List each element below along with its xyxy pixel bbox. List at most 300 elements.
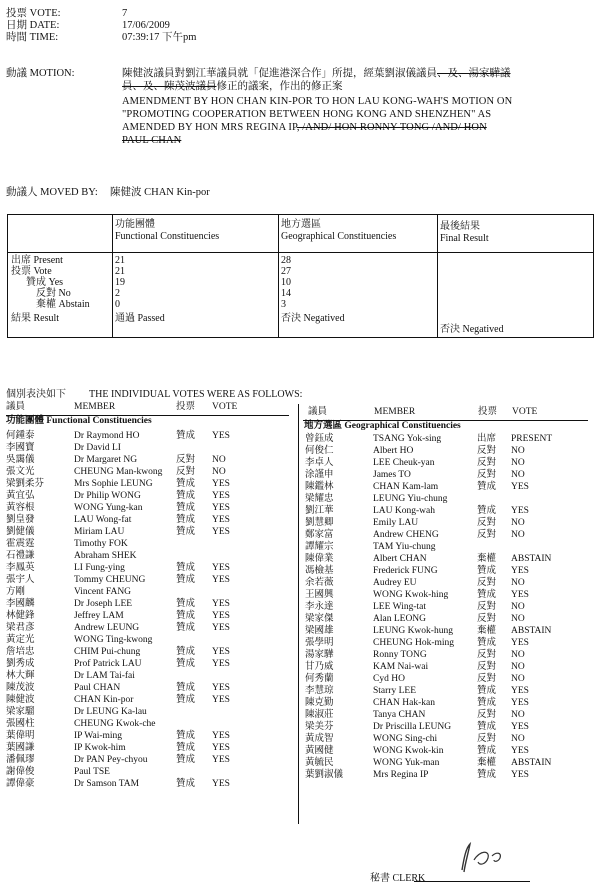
vote-en: NO — [511, 518, 525, 528]
gc-col-member-zh: 議員 — [308, 407, 328, 417]
vote-en: NO — [511, 650, 525, 660]
member-name-zh: 黃毓民 — [305, 758, 334, 768]
result-row-gc: 28 — [281, 255, 291, 266]
vote-row — [305, 673, 595, 685]
vote-row — [6, 538, 296, 550]
vote-zh: 贊成 — [477, 698, 497, 708]
vote-en: NO — [511, 458, 525, 468]
vote-row — [6, 466, 296, 478]
member-name-en: CHAN Hak-kan — [373, 698, 436, 708]
vote-zh: 贊成 — [176, 743, 196, 753]
member-name-zh: 霍震霆 — [6, 539, 35, 549]
vote-zh: 贊成 — [477, 770, 497, 780]
vote-en: NO — [511, 470, 525, 480]
date-label: 日期 DATE: — [6, 20, 60, 31]
member-name-en: TAM Yiu-chung — [373, 542, 436, 552]
member-name-en: Andrew CHENG — [373, 530, 439, 540]
member-name-zh: 陳淑莊 — [305, 710, 334, 720]
member-name-zh: 劉健儀 — [6, 527, 35, 537]
vote-en: YES — [212, 575, 230, 585]
member-name-en: Dr Philip WONG — [74, 491, 141, 501]
result-row-fc: 通過 Passed — [115, 313, 165, 324]
result-row-fc: 2 — [115, 288, 120, 299]
vote-en: YES — [212, 611, 230, 621]
vote-number-value: 7 — [122, 8, 128, 19]
vote-en: YES — [212, 659, 230, 669]
member-name-zh: 甘乃威 — [305, 662, 334, 672]
vote-row — [6, 586, 296, 598]
member-name-zh: 梁劉柔芬 — [6, 479, 45, 489]
motion-en-line3 — [122, 121, 487, 134]
gc-col-vote-zh: 投票 — [478, 407, 498, 417]
member-name-en: IP Wai-ming — [74, 731, 123, 741]
member-name-zh: 譚耀宗 — [305, 542, 334, 552]
vote-en: YES — [212, 479, 230, 489]
vote-en: YES — [511, 746, 529, 756]
vote-en: YES — [212, 755, 230, 765]
vote-row — [6, 718, 296, 730]
vote-zh: 反對 — [477, 662, 497, 672]
vote-en: YES — [511, 590, 529, 600]
vote-row — [6, 490, 296, 502]
result-row-fc: 19 — [115, 277, 125, 288]
result-row-label: 結果 Result — [11, 313, 60, 324]
vote-en: YES — [212, 431, 230, 441]
result-row-fc: 21 — [115, 266, 125, 277]
result-row-label: 贊成 Yes — [26, 277, 64, 288]
member-name-en: Paul TSE — [74, 767, 110, 777]
member-name-zh: 方剛 — [6, 587, 26, 597]
member-name-zh: 詹培忠 — [6, 647, 35, 657]
vote-en: YES — [212, 491, 230, 501]
vote-zh: 贊成 — [176, 563, 196, 573]
member-name-en: CHAN Kin-por — [74, 695, 134, 705]
vote-en: YES — [212, 623, 230, 633]
vote-zh: 贊成 — [477, 638, 497, 648]
vote-row — [6, 454, 296, 466]
vote-zh: 反對 — [477, 674, 497, 684]
member-name-en: Jeffrey LAM — [74, 611, 124, 621]
vote-en: YES — [212, 515, 230, 525]
mover-name: 陳健波 CHAN Kin-por — [110, 187, 210, 198]
vote-en: YES — [511, 566, 529, 576]
member-name-en: Tommy CHEUNG — [74, 575, 146, 585]
member-name-zh: 梁國雄 — [305, 626, 334, 636]
vote-zh: 反對 — [477, 602, 497, 612]
time-value: 07:39:17 下午pm — [122, 32, 197, 43]
member-name-en: Andrew LEUNG — [74, 623, 140, 633]
motion-zh-line2 — [122, 80, 343, 93]
member-name-en: Dr LEUNG Ka-lau — [74, 707, 147, 717]
gc-section-title: 地方選區 Geographical Constituencies — [304, 421, 461, 431]
member-name-en: Albert CHAN — [373, 554, 427, 564]
result-row-label: 投票 Vote — [11, 266, 52, 277]
vote-zh: 贊成 — [477, 566, 497, 576]
vote-en: NO — [511, 614, 525, 624]
vote-row — [6, 526, 296, 538]
member-name-zh: 李鳳英 — [6, 563, 35, 573]
mover-label: 動議人 MOVED BY: — [6, 187, 98, 198]
vote-zh: 棄權 — [477, 554, 497, 564]
member-name-zh: 黃定光 — [6, 635, 35, 645]
member-name-en: LI Fung-ying — [74, 563, 125, 573]
fc-col-member-zh: 議員 — [6, 402, 26, 412]
member-name-zh: 何俊仁 — [305, 446, 334, 456]
vote-number-label: 投票 VOTE: — [6, 8, 61, 19]
member-name-en: Audrey EU — [373, 578, 417, 588]
gc-vote-list — [305, 433, 595, 781]
motion-zh-line1-struck: 、及、湯家驊議 — [437, 68, 511, 79]
member-name-en: LEUNG Kwok-hung — [373, 626, 453, 636]
motion-en-line1: AMENDMENT BY HON CHAN KIN-POR TO HON LAU KONG-WAH'S MOTION ON — [122, 96, 513, 107]
member-name-zh: 馮檢基 — [305, 566, 334, 576]
member-name-en: Dr Joseph LEE — [74, 599, 133, 609]
member-name-en: KAM Nai-wai — [373, 662, 429, 672]
vote-zh: 贊成 — [477, 722, 497, 732]
vote-zh: 贊成 — [477, 686, 497, 696]
result-row-label: 出席 Present — [11, 255, 63, 266]
vote-row — [305, 661, 595, 673]
vote-row — [6, 550, 296, 562]
member-name-zh: 陳克勤 — [305, 698, 334, 708]
vote-zh: 贊成 — [477, 746, 497, 756]
member-name-zh: 葉國謙 — [6, 743, 35, 753]
vote-row — [6, 598, 296, 610]
member-name-en: Dr Raymond HO — [74, 431, 140, 441]
member-name-zh: 黃容根 — [6, 503, 35, 513]
member-name-zh: 黃國健 — [305, 746, 334, 756]
member-name-zh: 李卓人 — [305, 458, 334, 468]
vote-en: NO — [511, 446, 525, 456]
vote-zh: 贊成 — [176, 695, 196, 705]
gc-header-zh: 地方選區 — [281, 219, 321, 230]
vote-zh: 贊成 — [176, 731, 196, 741]
member-name-en: WONG Kwok-hing — [373, 590, 449, 600]
member-name-zh: 余若薇 — [305, 578, 334, 588]
member-name-en: James TO — [373, 470, 411, 480]
vote-zh: 反對 — [176, 455, 196, 465]
vote-en: YES — [212, 743, 230, 753]
member-name-en: CHEUNG Hok-ming — [373, 638, 455, 648]
member-name-en: LAU Kong-wah — [373, 506, 436, 516]
vote-en: YES — [212, 731, 230, 741]
vote-row — [305, 697, 595, 709]
gc-col-vote-en: VOTE — [512, 407, 538, 417]
date-value: 17/06/2009 — [122, 20, 170, 31]
fc-header-en: Functional Constituencies — [115, 231, 220, 242]
member-name-zh: 石禮謙 — [6, 551, 35, 561]
vote-row — [305, 433, 595, 445]
member-name-en: Mrs Regina IP — [373, 770, 429, 780]
fc-col-vote-zh: 投票 — [176, 402, 196, 412]
vote-row — [305, 637, 595, 649]
result-row-gc: 10 — [281, 277, 291, 288]
member-name-en: Emily LAU — [373, 518, 419, 528]
vote-row — [305, 553, 595, 565]
member-name-zh: 葉劉淑儀 — [305, 770, 344, 780]
vote-en: YES — [212, 563, 230, 573]
member-name-en: Frederick FUNG — [373, 566, 438, 576]
motion-zh-line2-struck: 員、及、陳茂波議員 — [122, 81, 217, 92]
vote-row — [305, 601, 595, 613]
vote-row — [305, 517, 595, 529]
member-name-en: LAU Wong-fat — [74, 515, 132, 525]
time-label: 時間 TIME: — [6, 32, 59, 43]
member-name-zh: 梁家騮 — [6, 707, 35, 717]
vote-row — [305, 769, 595, 781]
vote-row — [305, 529, 595, 541]
fc-section-title: 功能團體 Functional Constituencies — [6, 416, 152, 426]
vote-zh: 贊成 — [176, 431, 196, 441]
fc-col-member-en: MEMBER — [74, 402, 116, 412]
vote-zh: 反對 — [477, 446, 497, 456]
vote-en: YES — [511, 770, 529, 780]
vote-en: NO — [511, 710, 525, 720]
vote-zh: 反對 — [477, 614, 497, 624]
vote-en: YES — [511, 482, 529, 492]
vote-row — [6, 562, 296, 574]
vote-zh: 反對 — [477, 470, 497, 480]
member-name-en: Paul CHAN — [74, 683, 121, 693]
vote-row — [305, 649, 595, 661]
vote-row — [6, 646, 296, 658]
final-result-value: 否決 Negatived — [440, 324, 504, 335]
vote-zh: 贊成 — [477, 506, 497, 516]
member-name-zh: 陳健波 — [6, 695, 35, 705]
member-name-en: TSANG Yok-sing — [373, 434, 442, 444]
vote-row — [6, 742, 296, 754]
vote-zh: 出席 — [477, 434, 497, 444]
result-row-label: 反對 No — [36, 288, 71, 299]
member-name-zh: 張國柱 — [6, 719, 35, 729]
vote-zh: 贊成 — [176, 611, 196, 621]
vote-zh: 反對 — [477, 518, 497, 528]
vote-row — [305, 577, 595, 589]
vote-row — [305, 565, 595, 577]
vote-en: NO — [212, 467, 226, 477]
member-name-en: Tanya CHAN — [373, 710, 426, 720]
motion-en-line2: "PROMOTING COOPERATION BETWEEN HONG KONG AND SHENZHEN" AS — [122, 109, 492, 120]
member-name-zh: 劉秀成 — [6, 659, 35, 669]
vote-row — [6, 502, 296, 514]
member-name-en: CHAN Kam-lam — [373, 482, 439, 492]
column-divider — [298, 404, 299, 824]
result-row-gc: 3 — [281, 299, 286, 310]
votes-intro — [6, 385, 302, 400]
vote-row — [6, 622, 296, 634]
vote-en: YES — [511, 698, 529, 708]
result-row-fc: 0 — [115, 299, 120, 310]
member-name-en: Abraham SHEK — [74, 551, 137, 561]
vote-zh: 棄權 — [477, 758, 497, 768]
member-name-zh: 陳鑑林 — [305, 482, 334, 492]
vote-zh: 棄權 — [477, 626, 497, 636]
fc-col-vote-en: VOTE — [212, 402, 238, 412]
vote-zh: 反對 — [477, 734, 497, 744]
result-row-gc: 27 — [281, 266, 291, 277]
motion-zh-line2-plain: 修正的議案，作出的修正案 — [216, 81, 343, 92]
vote-row — [305, 445, 595, 457]
member-name-zh: 陳偉業 — [305, 554, 334, 564]
member-name-zh: 王國興 — [305, 590, 334, 600]
vote-zh: 贊成 — [176, 527, 196, 537]
vote-en: YES — [511, 686, 529, 696]
vote-zh: 贊成 — [176, 683, 196, 693]
member-name-en: Ronny TONG — [373, 650, 427, 660]
member-name-en: Miriam LAU — [74, 527, 125, 537]
gc-col-member-en: MEMBER — [374, 407, 416, 417]
votes-intro-zh: 個別表決如下 — [6, 389, 66, 400]
member-name-zh: 梁君彥 — [6, 623, 35, 633]
vote-row — [6, 478, 296, 490]
member-name-zh: 謝偉俊 — [6, 767, 35, 777]
vote-row — [305, 457, 595, 469]
vote-zh: 贊成 — [176, 503, 196, 513]
vote-row — [305, 757, 595, 769]
member-name-zh: 李國寶 — [6, 443, 35, 453]
member-name-zh: 張宇人 — [6, 575, 35, 585]
vote-en: YES — [212, 647, 230, 657]
vote-en: NO — [511, 674, 525, 684]
vote-row — [305, 589, 595, 601]
motion-en-line3-struck: , /AND/ HON RONNY TONG /AND/ HON — [296, 122, 487, 133]
vote-zh: 贊成 — [477, 590, 497, 600]
vote-row — [6, 706, 296, 718]
vote-row — [6, 634, 296, 646]
vote-en: YES — [511, 506, 529, 516]
member-name-zh: 林大輝 — [6, 671, 35, 681]
member-name-zh: 林健鋒 — [6, 611, 35, 621]
vote-row — [6, 514, 296, 526]
gc-header-en: Geographical Constituencies — [281, 231, 397, 242]
result-row-gc: 14 — [281, 288, 291, 299]
result-row-label: 棄權 Abstain — [36, 299, 90, 310]
results-table — [7, 214, 594, 338]
member-name-en: LEE Cheuk-yan — [373, 458, 435, 468]
final-header-zh: 最後結果 — [440, 221, 480, 232]
member-name-en: Starry LEE — [373, 686, 417, 696]
vote-row — [6, 610, 296, 622]
vote-row — [305, 721, 595, 733]
member-name-zh: 黃宜弘 — [6, 491, 35, 501]
member-name-zh: 潘佩璆 — [6, 755, 35, 765]
vote-en: NO — [511, 734, 525, 744]
member-name-en: Alan LEONG — [373, 614, 427, 624]
clerk-signature — [450, 840, 520, 882]
vote-row — [305, 745, 595, 757]
vote-en: YES — [212, 695, 230, 705]
member-name-zh: 李慧琼 — [305, 686, 334, 696]
member-name-en: Vincent FANG — [74, 587, 132, 597]
member-name-zh: 何秀蘭 — [305, 674, 334, 684]
vote-row — [6, 658, 296, 670]
clerk-signature-line — [414, 881, 530, 882]
member-name-en: CHEUNG Man-kwong — [74, 467, 163, 477]
vote-row — [305, 625, 595, 637]
vote-row — [6, 754, 296, 766]
vote-zh: 反對 — [477, 710, 497, 720]
final-header-en: Final Result — [440, 233, 489, 244]
vote-zh: 反對 — [477, 650, 497, 660]
vote-row — [305, 613, 595, 625]
member-name-zh: 黃成智 — [305, 734, 334, 744]
member-name-en: Dr Samson TAM — [74, 779, 140, 789]
member-name-zh: 吳靄儀 — [6, 455, 35, 465]
member-name-en: WONG Ting-kwong — [74, 635, 153, 645]
member-name-en: WONG Yuk-man — [373, 758, 440, 768]
vote-en: PRESENT — [511, 434, 553, 444]
motion-label: 動議 MOTION: — [6, 68, 75, 79]
member-name-en: Timothy FOK — [74, 539, 128, 549]
vote-row — [305, 505, 595, 517]
member-name-zh: 涂謹申 — [305, 470, 334, 480]
vote-en: YES — [511, 722, 529, 732]
vote-en: YES — [212, 503, 230, 513]
motion-en-line3-plain: AMENDED BY HON MRS REGINA IP — [122, 122, 297, 133]
vote-zh: 贊成 — [176, 755, 196, 765]
member-name-zh: 劉江華 — [305, 506, 334, 516]
member-name-en: CHEUNG Kwok-che — [74, 719, 156, 729]
member-name-zh: 梁家傑 — [305, 614, 334, 624]
member-name-en: Prof Patrick LAU — [74, 659, 142, 669]
vote-en: YES — [212, 683, 230, 693]
vote-row — [6, 430, 296, 442]
vote-en: NO — [511, 530, 525, 540]
vote-zh: 反對 — [477, 578, 497, 588]
vote-row — [305, 481, 595, 493]
vote-row — [6, 778, 296, 790]
member-name-en: CHIM Pui-chung — [74, 647, 141, 657]
member-name-zh: 劉皇發 — [6, 515, 35, 525]
vote-row — [6, 766, 296, 778]
motion-zh-line1 — [122, 67, 511, 80]
vote-zh: 贊成 — [176, 623, 196, 633]
vote-zh: 贊成 — [176, 575, 196, 585]
vote-zh: 贊成 — [176, 647, 196, 657]
vote-zh: 反對 — [477, 458, 497, 468]
member-name-zh: 湯家驊 — [305, 650, 334, 660]
vote-zh: 贊成 — [176, 515, 196, 525]
vote-zh: 贊成 — [477, 482, 497, 492]
motion-en-line4: PAUL CHAN — [122, 135, 182, 146]
member-name-zh: 梁耀忠 — [305, 494, 334, 504]
clerk-label: 秘書 CLERK — [370, 873, 426, 884]
member-name-en: WONG Kwok-kin — [373, 746, 444, 756]
votes-intro-en: THE INDIVIDUAL VOTES WERE AS FOLLOWS: — [89, 389, 303, 400]
vote-row — [305, 469, 595, 481]
vote-row — [305, 541, 595, 553]
vote-en: YES — [511, 638, 529, 648]
member-name-en: WONG Sing-chi — [373, 734, 438, 744]
vote-en: ABSTAIN — [511, 626, 552, 636]
member-name-zh: 李國麟 — [6, 599, 35, 609]
result-row-fc: 21 — [115, 255, 125, 266]
member-name-en: LEUNG Yiu-chung — [373, 494, 448, 504]
member-name-zh: 張學明 — [305, 638, 334, 648]
vote-row — [305, 733, 595, 745]
vote-en: NO — [511, 602, 525, 612]
result-row-gc: 否決 Negatived — [281, 313, 345, 324]
vote-en: YES — [212, 599, 230, 609]
member-name-zh: 李永達 — [305, 602, 334, 612]
vote-row — [6, 574, 296, 586]
member-name-en: Dr Margaret NG — [74, 455, 138, 465]
member-name-en: WONG Yung-kan — [74, 503, 143, 513]
member-name-zh: 劉慧卿 — [305, 518, 334, 528]
member-name-en: Cyd HO — [373, 674, 405, 684]
member-name-en: Mrs Sophie LEUNG — [74, 479, 153, 489]
vote-zh: 贊成 — [176, 491, 196, 501]
